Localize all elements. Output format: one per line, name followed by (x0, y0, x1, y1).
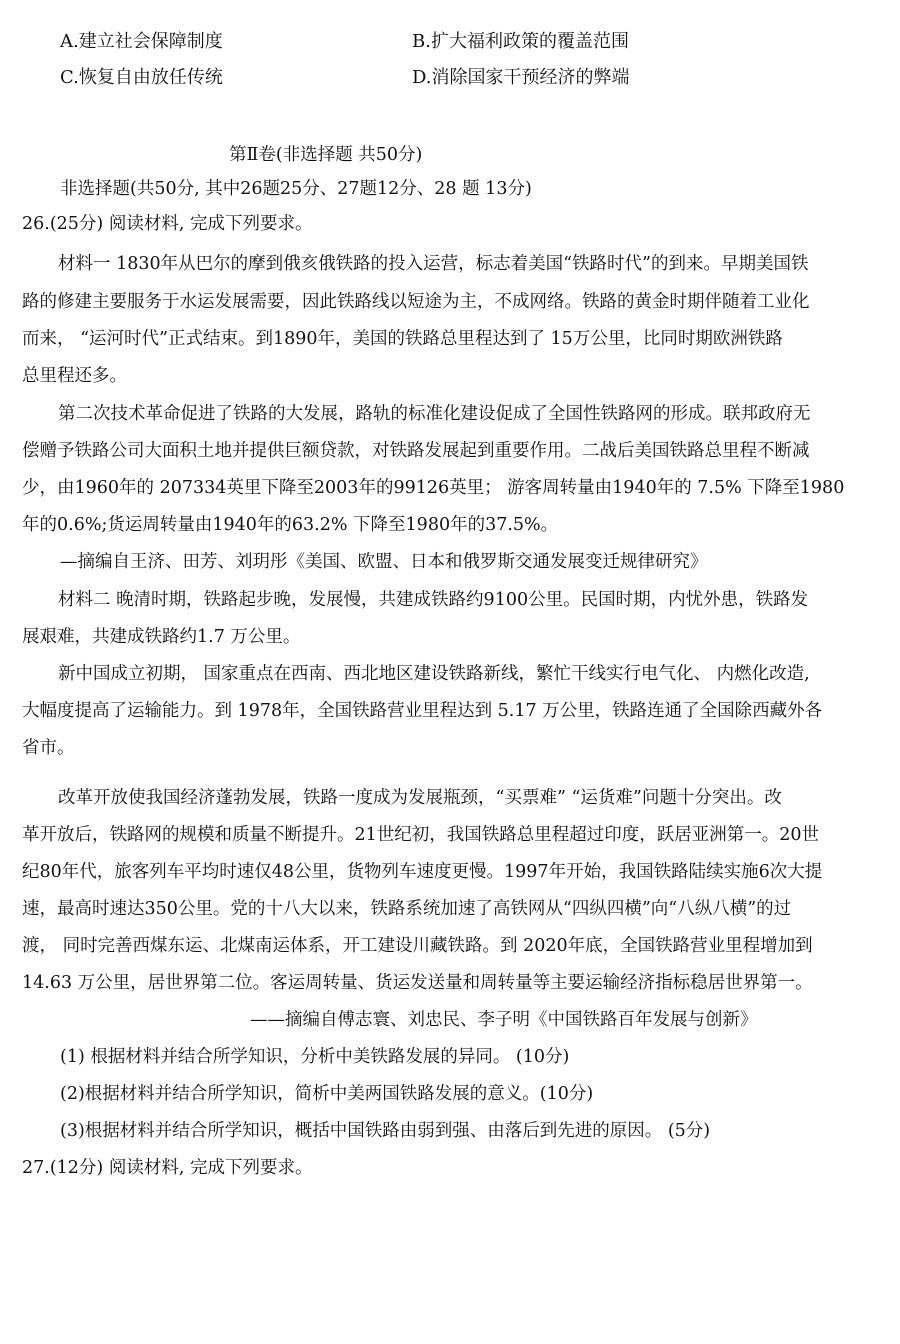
material-1b-line: 少，由1960年的 207334英里下降至2003年的99126英里； 游客周转量由1940年的 7.5% 下降至1980 (22, 478, 845, 498)
material-2-line: 材料二 晚清时期，铁路起步晚，发展慢，共建成铁路约9100公里。民国时期，内忧外患，铁路发 (58, 590, 809, 610)
option-b: B.扩大福利政策的覆盖范围 (412, 31, 629, 52)
material-2b-line: 新中国成立初期， 国家重点在西南、西北地区建设铁路新线，繁忙干线实行电气化、 内燃化改造, (58, 664, 810, 684)
option-d: D.消除国家干预经济的弊端 (412, 67, 630, 88)
source-citation-2: ——摘编自傅志寰、刘忠民、李子明《中国铁路百年发展与创新》 (250, 1010, 758, 1030)
material-2b-line: 省市。 (22, 738, 75, 758)
option-a: A.建立社会保障制度 (60, 31, 223, 52)
material-2c-line: 纪80年代，旅客列车平均时速仅48公里，货物列车速度更慢。1997年开始，我国铁路陆续实施6次大提 (22, 862, 823, 882)
material-1-line: 而来， “运河时代”正式结束。到1890年，美国的铁路总里程达到了 15万公里，比同时期欧洲铁路 (22, 329, 783, 349)
material-2-line: 展艰难，共建成铁路约1.7 万公里。 (22, 627, 301, 647)
question-27-header: 27.(12分) 阅读材料, 完成下列要求。 (22, 1158, 313, 1178)
material-1-line: 总里程还多。 (22, 366, 127, 386)
option-c: C.恢复自由放任传统 (60, 67, 223, 88)
material-2c-line: 渡， 同时完善西煤东运、北煤南运体系，开工建设川藏铁路。到 2020年底，全国铁路营业里程增加到 (22, 936, 813, 956)
question-26-header: 26.(25分) 阅读材料, 完成下列要求。 (22, 214, 313, 234)
material-1b-line: 偿赠予铁路公司大面积土地并提供巨额贷款，对铁路发展起到重要作用。二战后美国铁路总里程不断减 (22, 441, 810, 461)
material-2c-line: 革开放后，铁路网的规模和质量不断提升。21世纪初，我国铁路总里程超过印度，跃居亚洲第一。20世 (22, 825, 820, 845)
sub-question-2: (2)根据材料并结合所学知识，简析中美两国铁路发展的意义。(10分) (60, 1084, 594, 1104)
material-1b-line: 年的0.6%;货运周转量由1940年的63.2% 下降至1980年的37.5%。 (22, 515, 559, 535)
sub-question-1: (1) 根据材料并结合所学知识，分析中美铁路发展的异同。 (10分) (60, 1047, 570, 1067)
material-2b-line: 大幅度提高了运输能力。到 1978年，全国铁路营业里程达到 5.17 万公里，铁路连通了全国除西藏外各 (22, 701, 823, 721)
source-citation-1: —摘编自王济、田芳、刘玥彤《美国、欧盟、日本和俄罗斯交通发展变迁规律研究》 (60, 552, 708, 572)
sub-question-3: (3)根据材料并结合所学知识，概括中国铁路由弱到强、由落后到先进的原因。 (5分) (60, 1121, 711, 1141)
section-subtitle: 非选择题(共50分, 其中26题25分、27题12分、28 题 13分) (60, 179, 532, 199)
section-title: 第Ⅱ卷(非选择题 共50分) (229, 145, 423, 165)
material-2c-line: 速，最高时速达350公里。党的十八大以来，铁路系统加速了高铁网从“四纵四横”向“八纵八横”的过 (22, 899, 792, 919)
material-2c-line: 改革开放使我国经济蓬勃发展，铁路一度成为发展瓶颈，“买票难” “运货难”问题十分突出。改 (58, 788, 782, 808)
material-1-line: 路的修建主要服务于水运发展需要，因此铁路线以短途为主，不成网络。铁路的黄金时期伴随着工业化 (22, 292, 810, 312)
material-1-line: 材料一 1830年从巴尔的摩到俄亥俄铁路的投入运营，标志着美国“铁路时代”的到来。早期美国铁 (58, 254, 809, 274)
material-2c-line: 14.63 万公里，居世界第二位。客运周转量、货运发送量和周转量等主要运输经济指标稳居世界第一。 (22, 973, 813, 993)
material-1b-line: 第二次技术革命促进了铁路的大发展，路轨的标准化建设促成了全国性铁路网的形成。联邦政府无 (58, 404, 811, 424)
